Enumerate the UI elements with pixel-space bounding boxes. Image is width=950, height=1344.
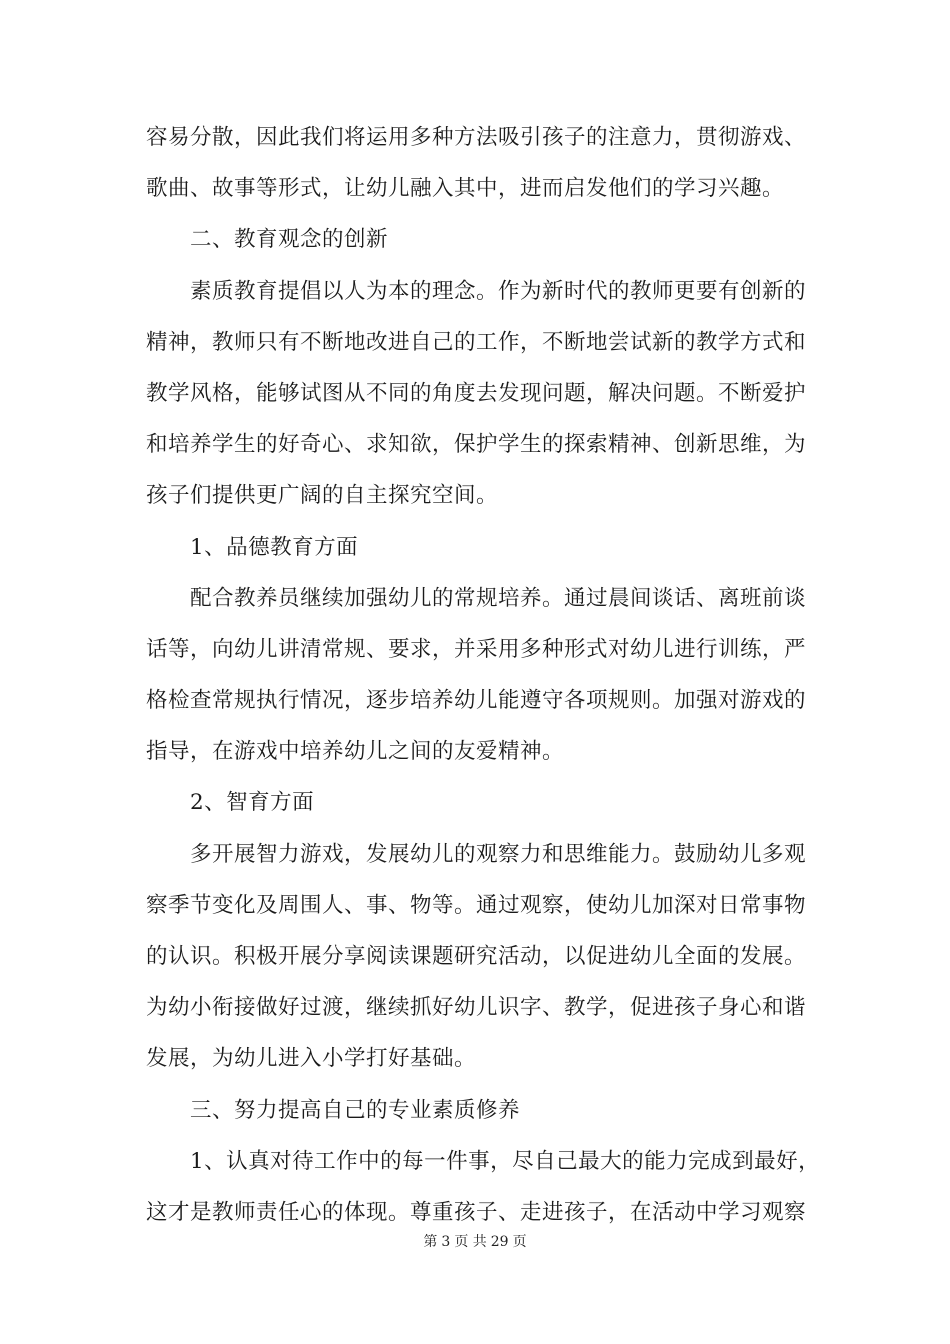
text-line: 为幼小衔接做好过渡，继续抓好幼儿识字、教学，促进孩子身心和谐 [146,995,807,1021]
text-line: 发展，为幼儿进入小学打好基础。 [146,1046,477,1072]
footer-suffix: 页 [512,1234,527,1250]
text-line: 教学风格，能够试图从不同的角度去发现问题，解决问题。不断爱护 [146,380,807,406]
document-body [146,118,821,1244]
text-line: 多开展智力游戏，发展幼儿的观察力和思维能力。鼓励幼儿多观 [190,841,807,867]
text-line: 的认识。积极开展分享阅读课题研究活动，以促进幼儿全面的发展。 [146,944,807,969]
text-line: 配合教养员继续加强幼儿的常规培养。通过晨间谈话、离班前谈 [190,585,807,611]
footer-total-pages: 29 [490,1234,509,1250]
footer-current-page: 3 [441,1234,451,1250]
footer-prefix: 第 [423,1234,438,1250]
text-line: 素质教育提倡以人为本的理念。作为新时代的教师更要有创新的 [190,278,807,304]
text-line: 精神，教师只有不断地改进自己的工作，不断地尝试新的教学方式和 [146,329,807,355]
text-line: 二、教育观念的创新 [190,227,389,253]
text-line: 和培养学生的好奇心、求知欲，保护学生的探索精神、创新思维，为 [146,432,807,458]
text-line: 1、品德教育方面 [190,534,359,560]
text-line: 孩子们提供更广阔的自主探究空间。 [146,483,499,509]
text-line: 2、智育方面 [190,790,315,816]
text-line: 指导，在游戏中培养幼儿之间的友爱精神。 [146,739,565,765]
text-line: 格检查常规执行情况，逐步培养幼儿能遵守各项规则。加强对游戏的 [146,688,807,714]
footer-middle: 页 共 [454,1234,487,1250]
text-line: 1、认真对待工作中的每一件事，尽自己最大的能力完成到最好， [190,1148,821,1174]
text-line: 歌曲、故事等形式，让幼儿融入其中，进而启发他们的学习兴趣。 [146,176,785,202]
text-line: 容易分散，因此我们将运用多种方法吸引孩子的注意力，贯彻游戏、 [146,125,807,150]
text-line: 三、努力提高自己的专业素质修养 [190,1097,521,1123]
text-line: 这才是教师责任心的体现。尊重孩子、走进孩子，在活动中学习观察 [146,1199,807,1225]
text-line: 察季节变化及周围人、事、物等。通过观察，使幼儿加深对日常事物 [146,892,807,918]
text-line: 话等，向幼儿讲清常规、要求，并采用多种形式对幼儿进行训练，严 [146,636,807,662]
page-footer [0,1232,950,1252]
